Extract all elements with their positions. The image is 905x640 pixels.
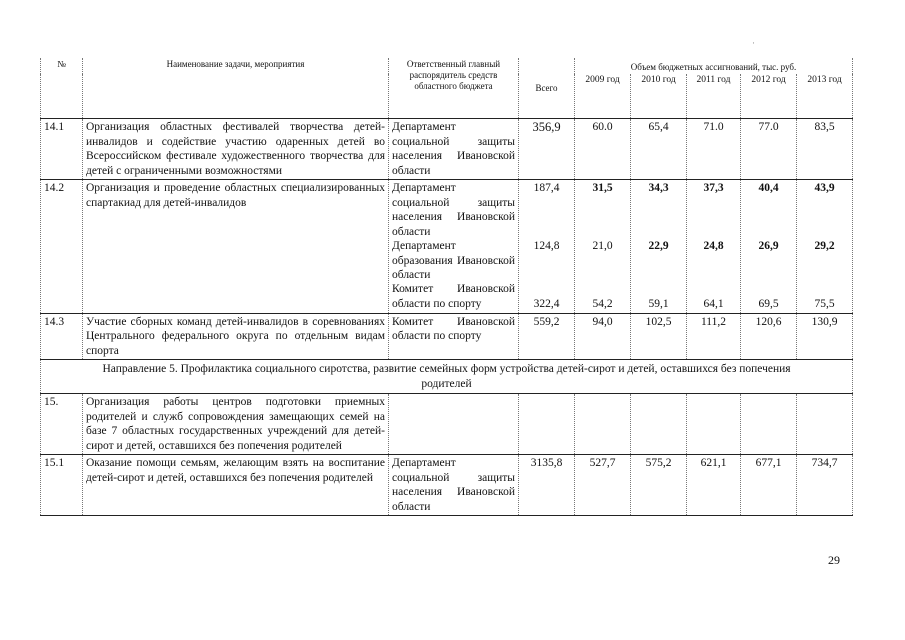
row-2012: 677,1: [741, 455, 797, 516]
value-c: 64,1: [703, 298, 724, 310]
row-total: [519, 180, 575, 314]
row-2010: [631, 180, 687, 314]
table-header-row: [41, 58, 853, 74]
row-responsible: Департамент социальной защиты населения Ивановской области: [389, 455, 519, 516]
value-c: 322,4: [533, 298, 560, 310]
row-id: 14.1: [41, 119, 83, 180]
value-b: 21,0: [592, 240, 613, 252]
col-header-budget: Объем бюджетных ассигнований, тыс. руб.: [575, 58, 853, 74]
row-2011: [687, 394, 741, 455]
value-c: 54,2: [592, 298, 613, 310]
value-b: 124,8: [533, 240, 560, 252]
row-2009: 527,7: [575, 455, 631, 516]
row-name: Участие сборных команд детей-инвалидов в соревнованиях Центрального федерального округа по отдельным видам спорта: [83, 313, 389, 360]
row-responsible: [389, 394, 519, 455]
value-a: 43,9: [814, 182, 835, 194]
section-heading-row: [41, 360, 853, 394]
budget-table: [40, 58, 853, 516]
table-row: [41, 180, 853, 314]
value-c: 59,1: [648, 298, 669, 310]
responsible-2: Департамент образования Ивановской области: [392, 240, 515, 281]
row-total: 559,2: [519, 313, 575, 360]
value-a: 34,3: [648, 182, 669, 194]
row-total: 3135,8: [519, 455, 575, 516]
value-b: 22,9: [648, 240, 669, 252]
row-2011: 621,1: [687, 455, 741, 516]
value-b: 24,8: [703, 240, 724, 252]
table-row: [41, 119, 853, 180]
row-2011: 111,2: [687, 313, 741, 360]
col-header-2013: 2013 год: [797, 74, 853, 119]
row-2013: [797, 394, 853, 455]
value-a: 40,4: [758, 182, 779, 194]
col-header-2009: 2009 год: [575, 74, 631, 119]
row-responsible: Департамент социальной защиты населения Ивановской области: [389, 119, 519, 180]
page-number: 29: [828, 553, 840, 567]
row-2009: [575, 394, 631, 455]
row-2013: [797, 180, 853, 314]
row-name: Организация областных фестивалей творчества детей-инвалидов и содействие участию одаренных детей во Всероссийском фестивале художественного творчества для детей с ограниченными возможностями: [83, 119, 389, 180]
row-2010: [631, 394, 687, 455]
row-id: 15.: [41, 394, 83, 455]
row-2010: 102,5: [631, 313, 687, 360]
row-2012: [741, 394, 797, 455]
row-2009: 60.0: [575, 119, 631, 180]
value-a: 187,4: [533, 182, 560, 194]
responsible-3: Комитет Ивановской области по спорту: [392, 283, 515, 310]
row-2013: 83,5: [797, 119, 853, 180]
row-2010: 575,2: [631, 455, 687, 516]
table-row: [41, 455, 853, 516]
row-id: 14.3: [41, 313, 83, 360]
col-header-2011: 2011 год: [687, 74, 741, 119]
col-header-num: №: [41, 58, 83, 119]
col-header-total: Всего: [519, 58, 575, 119]
col-header-name: Наименование задачи, мероприятия: [83, 58, 389, 119]
value-c: 75,5: [814, 298, 835, 310]
row-responsible: [389, 180, 519, 314]
row-name: Оказание помощи семьям, желающим взять на воспитание детей-сирот и детей, оставшихся без попечения родителей: [83, 455, 389, 516]
col-header-2012: 2012 год: [741, 74, 797, 119]
row-2012: [741, 180, 797, 314]
row-2009: 94,0: [575, 313, 631, 360]
row-2009: [575, 180, 631, 314]
row-total: 356,9: [519, 119, 575, 180]
value-c: 69,5: [758, 298, 779, 310]
responsible-1: Департамент социальной защиты населения Ивановской области: [392, 182, 515, 238]
value-a: 37,3: [703, 182, 724, 194]
row-responsible: Комитет Ивановской области по спорту: [389, 313, 519, 360]
scan-mark: ·: [752, 38, 755, 48]
value-a: 31,5: [592, 182, 613, 194]
row-2010: 65,4: [631, 119, 687, 180]
row-2013: 130,9: [797, 313, 853, 360]
row-id: 15.1: [41, 455, 83, 516]
col-header-2010: 2010 год: [631, 74, 687, 119]
value-b: 29,2: [814, 240, 835, 252]
section-heading: Направление 5. Профилактика социального сиротства, развитие семейных форм устройства детей-сирот и детей, оставшихся без попечения родителей: [41, 360, 853, 394]
row-2011: [687, 180, 741, 314]
row-2011: 71.0: [687, 119, 741, 180]
row-name: Организация и проведение областных специализированных спартакиад для детей-инвалидов: [83, 180, 389, 314]
table-row: [41, 313, 853, 360]
row-2012: 77.0: [741, 119, 797, 180]
row-2013: 734,7: [797, 455, 853, 516]
row-id: 14.2: [41, 180, 83, 314]
table-row: [41, 394, 853, 455]
row-total: [519, 394, 575, 455]
row-name: Организация работы центров подготовки приемных родителей и служб сопровождения замещающих семей на базе 7 областных государственных учреждений для детей-сирот и детей, оставшихся без попечения родителей: [83, 394, 389, 455]
value-b: 26,9: [758, 240, 779, 252]
col-header-responsible: Ответственный главный распорядитель средств областного бюджета: [389, 58, 519, 119]
row-2012: 120,6: [741, 313, 797, 360]
